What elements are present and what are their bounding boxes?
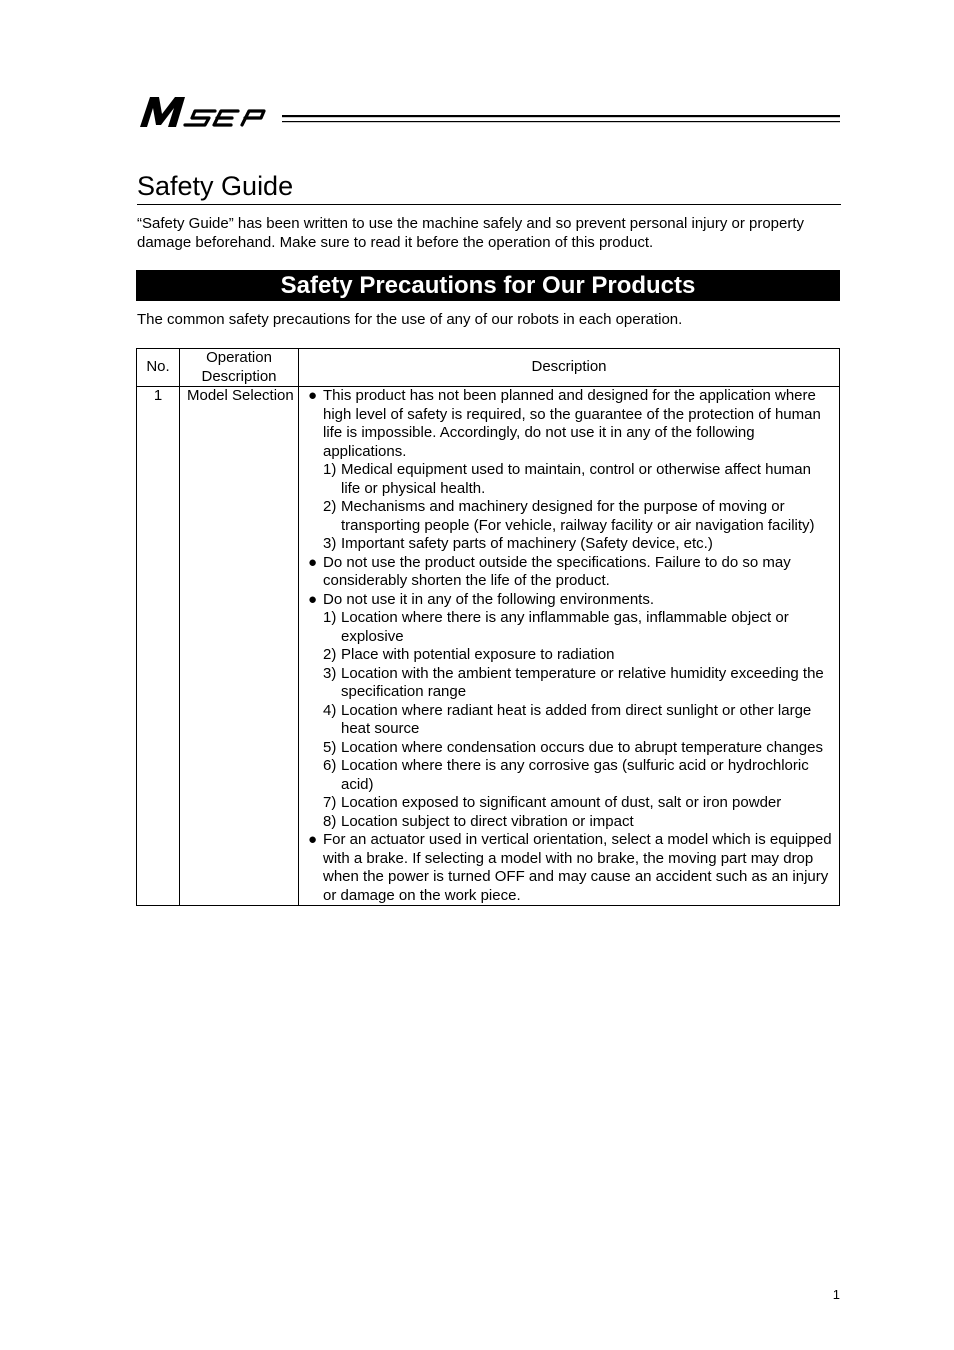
item-text: Location where there is any corrosive gas (sulfuric acid or hydrochloric acid) bbox=[341, 757, 809, 793]
row-number: 1 bbox=[137, 387, 180, 906]
section-intro: The common safety precautions for the use of any of our robots in each operation. bbox=[137, 311, 683, 328]
table-row bbox=[137, 387, 840, 906]
bullet-item bbox=[308, 591, 833, 610]
item-number: 1) bbox=[323, 461, 337, 478]
table-header-row bbox=[137, 349, 840, 387]
bullet-icon: ● bbox=[308, 831, 318, 848]
item-text: Medical equipment used to maintain, control or otherwise affect human life or physical health. bbox=[341, 461, 811, 497]
page-number: 1 bbox=[832, 1287, 840, 1302]
bullet-item bbox=[308, 554, 833, 591]
numbered-item bbox=[308, 498, 833, 535]
item-text: Location subject to direct vibration or impact bbox=[341, 812, 634, 830]
item-text: Mechanisms and machinery designed for the purpose of moving or transporting people (For vehicle, railway facility or air navigation facility) bbox=[341, 498, 815, 534]
numbered-item bbox=[308, 794, 833, 813]
numbered-item bbox=[308, 461, 833, 498]
item-number: 4) bbox=[323, 701, 337, 719]
bullet-item bbox=[308, 831, 833, 905]
operation-description: Model Selection bbox=[180, 387, 299, 906]
msep-logo bbox=[138, 94, 840, 130]
safety-table bbox=[136, 348, 840, 906]
item-number: 3) bbox=[323, 535, 337, 552]
bullet-text: This product has not been planned and designed for the application where high level of safety is required, so the guarantee of the protection of human life is impossible. Accordingly, do not use it in any of the following applications. bbox=[323, 387, 821, 460]
item-number: 6) bbox=[323, 757, 337, 774]
numbered-item bbox=[308, 702, 833, 739]
numbered-item bbox=[308, 739, 833, 758]
item-number: 2) bbox=[323, 498, 337, 515]
item-number: 2) bbox=[323, 646, 337, 663]
item-number: 7) bbox=[323, 794, 337, 811]
item-text: Location where there is any inflammable gas, inflammable object or explosive bbox=[341, 609, 789, 645]
item-number: 5) bbox=[323, 738, 337, 756]
bullet-icon: ● bbox=[308, 590, 318, 608]
header-no: No. bbox=[137, 349, 180, 387]
bullet-text: Do not use the product outside the specifications. Failure to do so may considerably shorten the life of the product. bbox=[323, 553, 791, 589]
intro-paragraph: “Safety Guide” has been written to use the machine safely and so prevent personal injury or property damage beforehand. Make sure to read it before the operation of this product. bbox=[137, 215, 805, 251]
item-number: 1) bbox=[323, 609, 337, 626]
item-text: Location where radiant heat is added from direct sunlight or other large heat source bbox=[341, 701, 812, 737]
header-operation: Operation Description bbox=[180, 349, 299, 387]
numbered-item bbox=[308, 535, 833, 554]
header-description: Description bbox=[299, 349, 840, 387]
item-number: 3) bbox=[323, 664, 337, 682]
bullet-text: For an actuator used in vertical orientation, select a model which is equipped with a brake. If selecting a model with no brake, the moving part may drop when the power is turned OFF and may cause an accident such as an injury or damage on the work piece. bbox=[323, 831, 832, 904]
numbered-item bbox=[308, 813, 833, 832]
item-text: Location exposed to significant amount of dust, salt or iron powder bbox=[341, 794, 782, 811]
description-cell bbox=[299, 387, 840, 906]
item-number: 8) bbox=[323, 812, 337, 830]
numbered-item bbox=[308, 609, 833, 646]
item-text: Place with potential exposure to radiation bbox=[341, 646, 615, 663]
item-text: Important safety parts of machinery (Safety device, etc.) bbox=[341, 535, 713, 552]
numbered-item bbox=[308, 665, 833, 702]
numbered-item bbox=[308, 646, 833, 665]
numbered-item bbox=[308, 757, 833, 794]
bullet-text: Do not use it in any of the following environments. bbox=[323, 590, 655, 608]
item-text: Location with the ambient temperature or relative humidity exceeding the specification range bbox=[341, 664, 824, 700]
bullet-item bbox=[308, 387, 833, 461]
table-body bbox=[137, 387, 840, 906]
page-title: Safety Guide bbox=[137, 169, 841, 205]
section-heading: Safety Precautions for Our Products bbox=[136, 270, 840, 301]
item-text: Location where condensation occurs due to abrupt temperature changes bbox=[341, 738, 823, 756]
bullet-icon: ● bbox=[308, 387, 318, 404]
bullet-icon: ● bbox=[308, 553, 318, 571]
